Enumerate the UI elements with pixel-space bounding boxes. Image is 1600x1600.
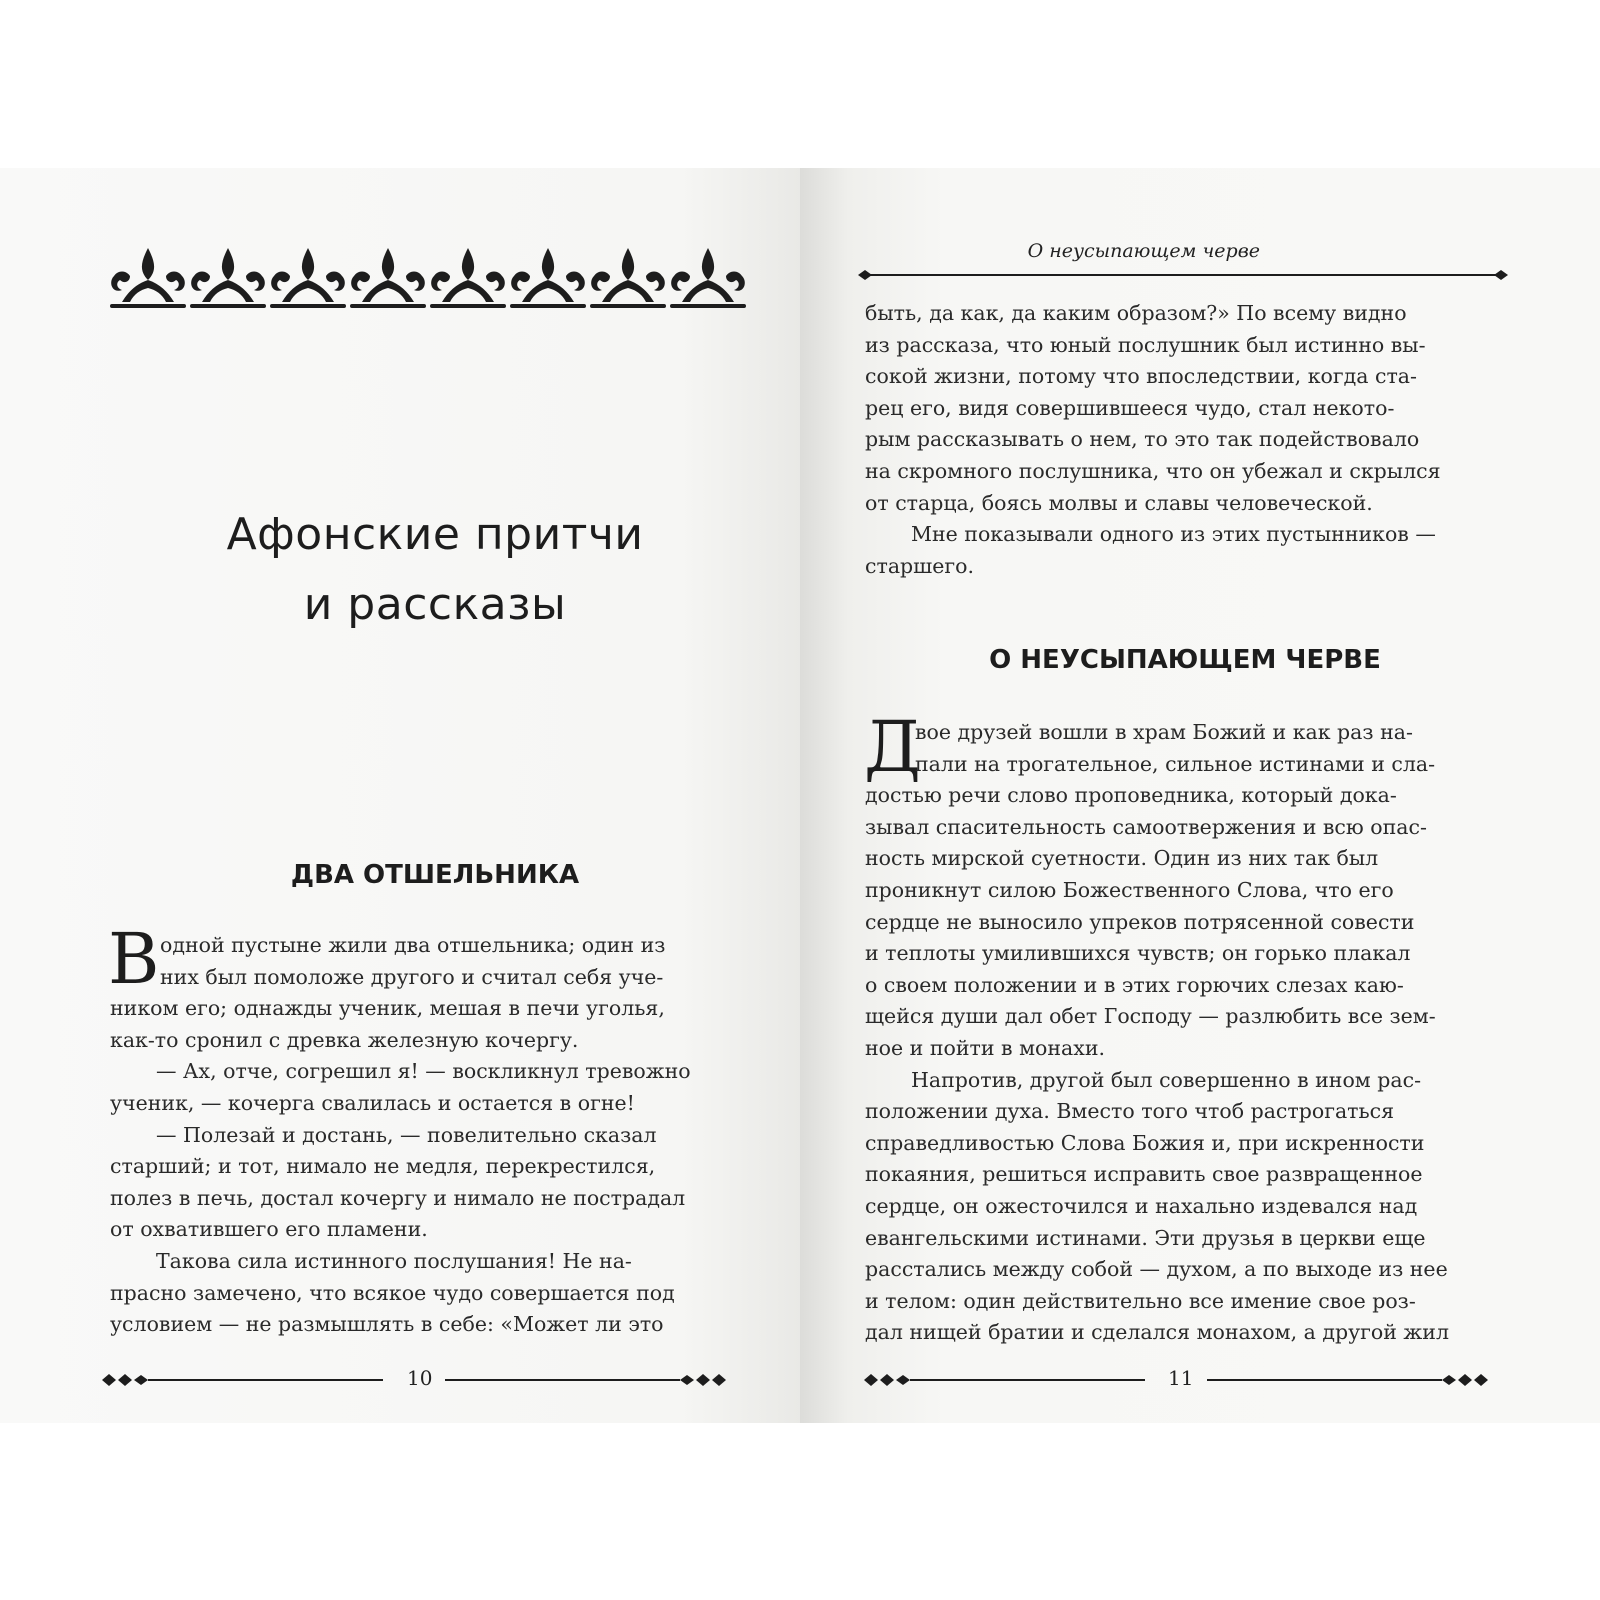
text-line: — Ах, отче, согрешил я! — воскликнул тревожно [156,1059,691,1084]
text-line: щейся души дал обет Господу — разлюбить все зем- [865,1004,1436,1029]
text-line: старшего. [865,553,974,578]
text-line: сердце не выносило упреков потрясенной совести [865,909,1415,934]
text-line: сердце, он ожесточился и нахально издевался над [865,1193,1418,1218]
chapter-title-unsleeping-worm: О НЕУСЫПАЮЩЕМ ЧЕРВЕ [989,645,1381,675]
text-line: достью речи слово проповедника, который дока- [865,783,1397,808]
text-line: вое друзей вошли в храм Божий и как раз на- [915,720,1413,744]
text-line: расстались между собой — духом, а по выходе из нее [865,1257,1448,1282]
drop-cap: Д [864,706,921,788]
text-line: из рассказа, что юный послушник был истинно вы- [865,332,1426,357]
book-title [110,500,760,640]
text-line: ником его; однажды ученик, мешая в печи уголья, [110,996,665,1021]
chapter-title-two-hermits: ДВА ОТШЕЛЬНИКА [290,860,580,890]
book-title-line-1: Афонские притчи [226,509,644,560]
text-line: и теплоты умилившихся чувств; он горько плакал [865,941,1411,966]
text-line: положении духа. Вместо того чтоб растрогаться [865,1099,1395,1124]
right-body-text [864,706,1495,1349]
book-title-line-2: и рассказы [303,579,567,630]
text-line: них был помоложе другого и считал себя уче- [160,964,664,989]
text-line: сокой жизни, потому что впоследствии, когда ста- [865,364,1417,389]
text-line: от охватившего его пламени. [110,1217,428,1242]
running-head: О неусыпающем черве [1027,240,1260,262]
text-line: ность мирской суетности. Один из них так был [865,846,1379,871]
page-number-right: 11 [1168,1366,1194,1390]
text-line: Напротив, другой был совершенно в ином рас- [911,1067,1422,1092]
text-line: полез в печь, достал кочергу и нимало не пострадал [110,1185,686,1210]
text-line: ное и пойти в монахи. [865,1035,1105,1060]
text-line: прасно замечено, что всякое чудо совершается под [110,1280,675,1305]
text-line: быть, да как, да каким образом?» По всему видно [865,301,1407,325]
text-line: рым рассказывать о нем, то это так подействовало [865,427,1420,452]
text-line: ученик, — кочерга свалилась и остается в огне! [110,1090,635,1115]
text-line: и телом: один действительно все имение свое роз- [865,1288,1416,1313]
text-line: о своем положении и в этих горючих слезах каю- [865,972,1404,997]
text-line: на скромного послушника, что он убежал и скрылся [865,458,1441,483]
page-number-left: 10 [407,1366,433,1390]
text-line: Мне показывали одного из этих пустынников — [911,522,1436,547]
text-line: — Полезай и достань, — повелительно сказал [156,1122,657,1147]
drop-cap: В [108,918,160,1000]
text-line: евангельскими истинами. Эти друзья в церкви еще [865,1225,1426,1250]
text-line: условием — не размышлять в себе: «Может ли это [110,1312,664,1337]
text-line: проникнут силою Божественного Слова, что его [865,877,1394,902]
text-line: покаяния, решиться исправить свое развращенное [865,1162,1423,1187]
text-line: рец его, видя совершившееся чудо, стал некото- [865,395,1395,420]
ornamental-header-border [108,240,762,312]
header-rule [858,268,1510,282]
text-line: Такова сила истинного послушания! Не на- [156,1248,632,1273]
text-line: справедливостью Слова Божия и, при искренности [865,1130,1425,1155]
right-top-text [865,298,1495,582]
text-line: дал нищей братии и сделался монахом, а другой жил [865,1320,1449,1345]
text-line: пали на трогательное, сильное истинами и сла- [915,751,1436,776]
text-line: от старца, боясь молвы и славы человеческой. [865,490,1373,515]
text-line: одной пустыне жили два отшельника; один из [160,933,666,957]
left-body-text [108,918,740,1341]
text-line: зывал спасительность самоотвержения и всю опас- [865,814,1427,839]
text-line: как-то сронил с древка железную кочергу. [110,1027,579,1052]
text-line: старший; и тот, нимало не медля, перекрестился, [110,1154,656,1179]
